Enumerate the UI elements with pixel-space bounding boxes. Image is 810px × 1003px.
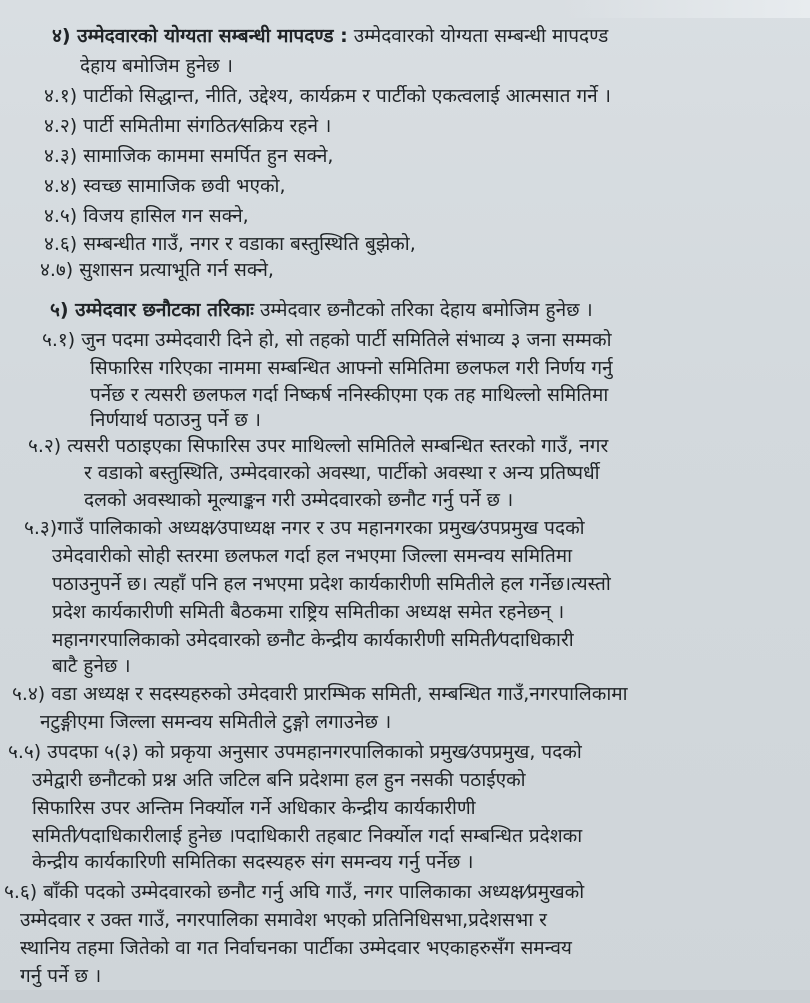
para-5-5-line-5: केन्द्रीय कार्यकारिणी समितिका सदस्यहरु संग समन्वय गर्नु पर्नेछ । [32,851,474,873]
para-5-5-line-4: समिती⁄पदाधिकारीलाई हुनेछ ।पदाधिकारी तहबाट निर्क्योल गर्दा सम्बन्धित प्रदेशका [32,825,583,847]
para-5-3-line-6: बाटै हुनेछ । [52,655,131,677]
para-5-5-line-3: सिफारिस उपर अन्तिम निर्क्योल गर्ने अधिकार केन्द्रीय कार्यकारीणी [32,797,476,819]
item-4-7: ४.७) सुशासन प्रत्याभूति गर्न सक्ने, [40,259,274,281]
para-5-1-line-4: निर्णयार्थ पठाउनु पर्ने छ । [90,409,262,431]
para-5-1-line-2: सिफारिस गरिएका नाममा सम्बन्धित आफ्नो समितिमा छलफल गरी निर्णय गर्नु [90,357,613,379]
item-4-3: ४.३) सामाजिक काममा समर्पित हुन सक्ने, [44,145,334,167]
section-5-heading-rest: उम्मेदवार छनौटको तरिका देहाय बमोजिम हुनेछ । [260,299,593,321]
section-4-heading [52,24,608,48]
item-4-4: ४.४) स्वच्छ सामाजिक छवी भएको, [44,175,286,197]
para-5-3-line-5: महानगरपालिकाको उमेदवारको छनौट केन्द्रीय कार्यकारीणी समिती⁄पदाधिकारी [52,629,574,651]
section-4-heading-rest: उम्मेदवारको योग्यता सम्बन्धी मापदण्ड [353,25,609,47]
section-4-heading-cont: देहाय बमोजिम हुनेछ । [80,55,233,77]
item-4-5: ४.५) विजय हासिल गन सक्ने, [44,205,249,227]
para-5-4-line-1: ५.४) वडा अध्यक्ष र सदस्यहरुको उमेदवारी प्रारम्भिक समिती, सम्बन्धित गाउँ,नगरपालिकामा [12,683,628,705]
section-5-heading [50,298,593,322]
para-5-3-line-1: ५.३)गाउँ पालिकाको अध्यक्ष⁄उपाध्यक्ष नगर र उप महानगरका प्रमुख⁄उपप्रमुख पदको [24,517,585,539]
para-5-6-line-2: उम्मेदवार र उक्त गाउँ, नगरपालिका समावेश भएको प्रतिनिधिसभा,प्रदेशसभा र [20,909,547,931]
para-5-2-line-3: दलको अवस्थाको मूल्याङ्कन गरी उम्मेदवारको छनौट गर्नु पर्ने छ । [84,489,514,511]
para-5-6-line-4: गर्नु पर्ने छ । [20,965,102,987]
para-5-5-line-2: उमेद्वारी छनौटको प्रश्न अति जटिल बनि प्रदेशमा हल हुन नसकी पठाईएको [32,769,526,791]
para-5-3-line-4: प्रदेश कार्यकारीणी समिती बैठकमा राष्ट्रिय समितीका अध्यक्ष समेत रहनेछन् । [52,601,565,623]
para-5-2-line-1: ५.२) त्यसरी पठाइएका सिफारिस उपर माथिल्लो समितिले सम्बन्धित स्तरको गाउँ, नगर [28,435,609,457]
para-5-4-line-2: नटुङ्गीएमा जिल्ला समन्वय समितीले टुङ्गो लगाउनेछ । [40,711,392,733]
page-edge-top [560,0,810,18]
para-5-3-line-2: उमेदवारीको सोही स्तरमा छलफल गर्दा हल नभएमा जिल्ला समन्वय समितिमा [52,545,573,567]
para-5-1-line-3: पर्नेछ र त्यसरी छलफल गर्दा निष्कर्ष ननिस्कीएमा एक तह माथिल्लो समितिमा [90,384,609,406]
item-4-2: ४.२) पार्टी समितीमा संगठित⁄सक्रिय रहने । [44,115,332,137]
section-4-heading-label: ४) उम्मेदवारको योग्यता सम्बन्धी मापदण्ड : [52,25,348,47]
para-5-6-line-3: स्थानिय तहमा जितेको वा गत निर्वाचनका पार्टीका उम्मेदवार भएकाहरुसँग समन्वय [20,937,572,959]
para-5-5-line-1: ५.५) उपदफा ५(३) को प्रकृया अनुसार उपमहानगरपालिकाको प्रमुख⁄उपप्रमुख, पदको [8,741,582,763]
section-5-heading-label: ५) उम्मेदवार छनौटका तरिकाः [50,299,254,321]
para-5-2-line-2: र वडाको बस्तुस्थिति, उम्मेदवारको अवस्था, पार्टीको अवस्था र अन्य प्रतिष्पर्धी [84,462,600,484]
item-4-1: ४.१) पार्टीको सिद्धान्त, नीति, उद्देश्य, कार्यक्रम र पार्टीको एकत्वलाई आत्मसात गर्ने । [44,85,611,107]
item-4-6: ४.६) सम्बन्धीत गाउँ, नगर र वडाका बस्तुस्थिति बुझेको, [44,233,416,255]
para-5-1-line-1: ५.१) जुन पदमा उम्मेदवारी दिने हो, सो तहको पार्टी समितिले संभाव्य ३ जना सम्मको [42,329,612,351]
para-5-3-line-3: पठाउनुपर्ने छ। त्यहाँ पनि हल नभएमा प्रदेश कार्यकारीणी समितीले हल गर्नेछ।त्यस्तो [52,573,611,595]
para-5-6-line-1: ५.६) बाँकी पदको उम्मेदवारको छनौट गर्नु अघि गाउँ, नगर पालिकाका अध्यक्ष⁄प्रमुखको [4,881,585,903]
page-edge-bottom [0,990,810,1003]
